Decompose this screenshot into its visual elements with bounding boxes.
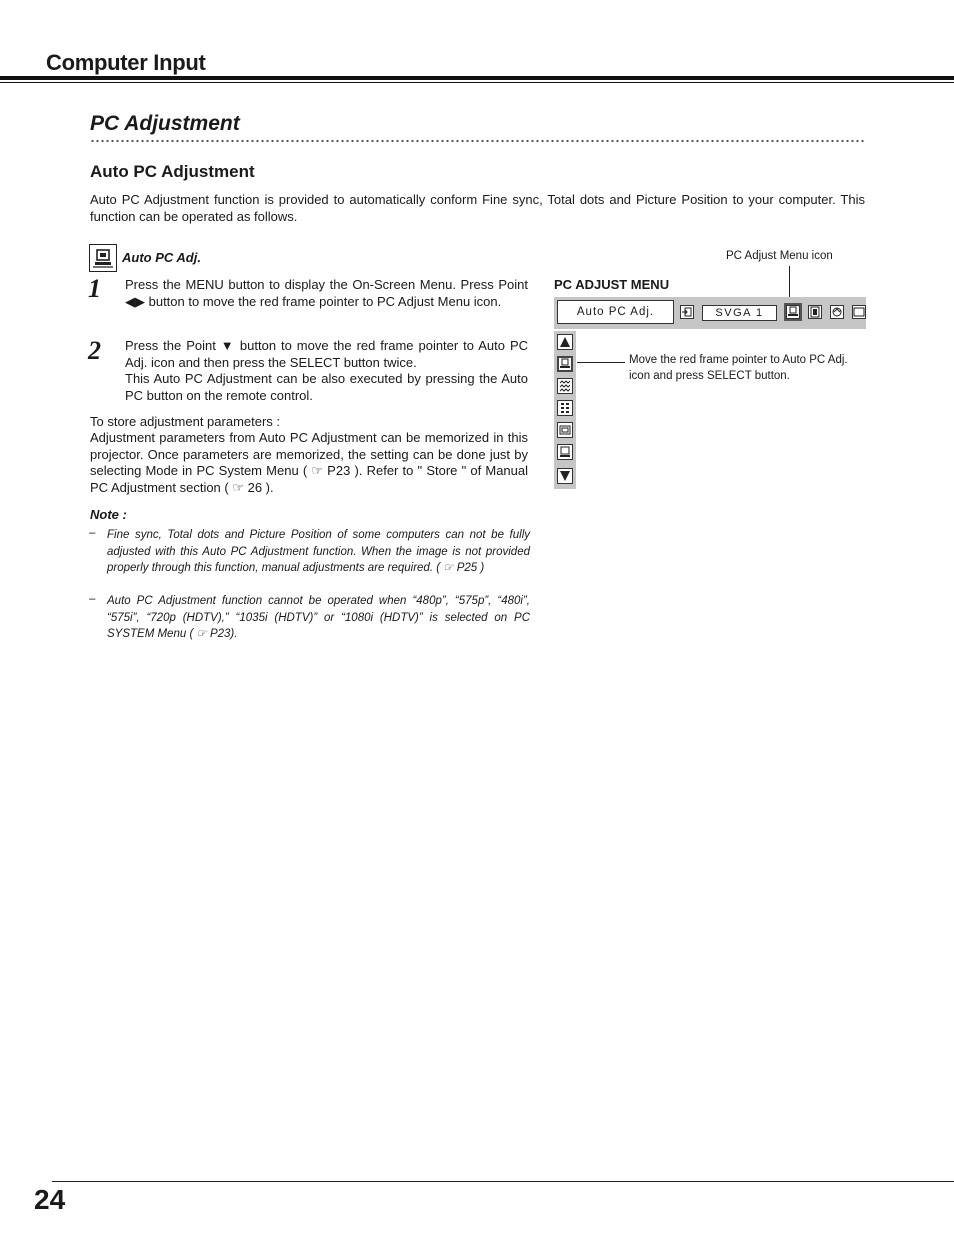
step-2-text-a: Press the Point ▼ button to move the red frame pointer to Auto PC Adj. icon and then press the SELECT button twice. — [125, 338, 528, 370]
image-icon[interactable] — [808, 305, 822, 319]
callout-pointer: Move the red frame pointer to Auto PC Adj. icon and press SELECT button. — [629, 354, 848, 382]
note-heading: Note : — [90, 507, 127, 522]
page-number: 24 — [34, 1184, 66, 1215]
header-rule-thin — [0, 82, 954, 83]
store-icon[interactable] — [557, 444, 573, 460]
store-text: Adjustment parameters from Auto PC Adjustment can be memorized in this projector. Once parameters are memorized, the setting can be done just by selecting Mode in PC System Menu ( ☞ P23 ). Refer to " Store " of Manual PC Adjustment section ( ☞ 26 ). — [90, 430, 528, 495]
subsection-title: Auto PC Adjustment — [90, 162, 255, 181]
pointer-callout-line — [577, 362, 625, 363]
note-dash: – — [89, 593, 96, 605]
up-arrow-icon[interactable] — [557, 334, 573, 350]
menu-selected-item: Auto PC Adj. — [557, 300, 674, 324]
footer-rule — [52, 1181, 954, 1182]
store-heading: To store adjustment parameters : — [90, 414, 281, 429]
note-item: Auto PC Adjustment function cannot be operated when “480p”, “575p”, “480i”, “575i”, “720p (HDTV),” “1035i (HDTV)” or “1080i (HDTV)” is selected on PC SYSTEM Menu ( ☞ P23). — [107, 595, 530, 640]
step-2-text — [125, 338, 528, 404]
auto-pc-adj-icon — [89, 244, 117, 272]
menu-mode-value: SVGA 1 — [702, 305, 777, 321]
step-number: 1 — [88, 274, 101, 303]
pc-adjust-side-menu — [554, 331, 576, 489]
callout-menu-icon: PC Adjust Menu icon — [726, 250, 833, 262]
pc-adjust-icon[interactable] — [786, 305, 800, 319]
header-title: Computer Input — [46, 50, 206, 75]
note-dash: – — [89, 527, 96, 539]
note-item: Fine sync, Total dots and Picture Position of some computers can not be fully adjusted with this Auto PC Adjustment function. When the image is not provided properly through this function, manual adjustments are required. ( ☞ P25 ) — [107, 529, 530, 574]
fine-sync-icon[interactable] — [557, 378, 573, 394]
position-icon[interactable] — [557, 422, 573, 438]
step-number: 2 — [88, 336, 101, 365]
image-select-icon[interactable] — [830, 305, 844, 319]
down-arrow-icon[interactable] — [557, 468, 573, 484]
step-1-text: Press the MENU button to display the On-Screen Menu. Press Point ◀▶ button to move the red frame pointer to PC Adjust Menu icon. — [125, 277, 528, 309]
dotted-divider — [90, 139, 866, 143]
icon-label: Auto PC Adj. — [122, 250, 201, 265]
intro-paragraph: Auto PC Adjustment function is provided to automatically conform Fine sync, Total dots and Picture Position to your computer. This function can be operated as follows. — [90, 192, 865, 224]
step-2-text-b: This Auto PC Adjustment can be also executed by pressing the Auto PC button on the remote control. — [125, 371, 528, 403]
screen-icon[interactable] — [852, 305, 866, 319]
auto-pc-adj-icon[interactable] — [557, 356, 573, 372]
header-rule — [0, 76, 954, 80]
total-dots-icon[interactable] — [557, 400, 573, 416]
menu-heading: PC ADJUST MENU — [554, 277, 670, 292]
section-title: PC Adjustment — [90, 112, 240, 135]
pc-adjust-menu-bar — [554, 297, 866, 329]
input-icon[interactable] — [680, 305, 694, 319]
